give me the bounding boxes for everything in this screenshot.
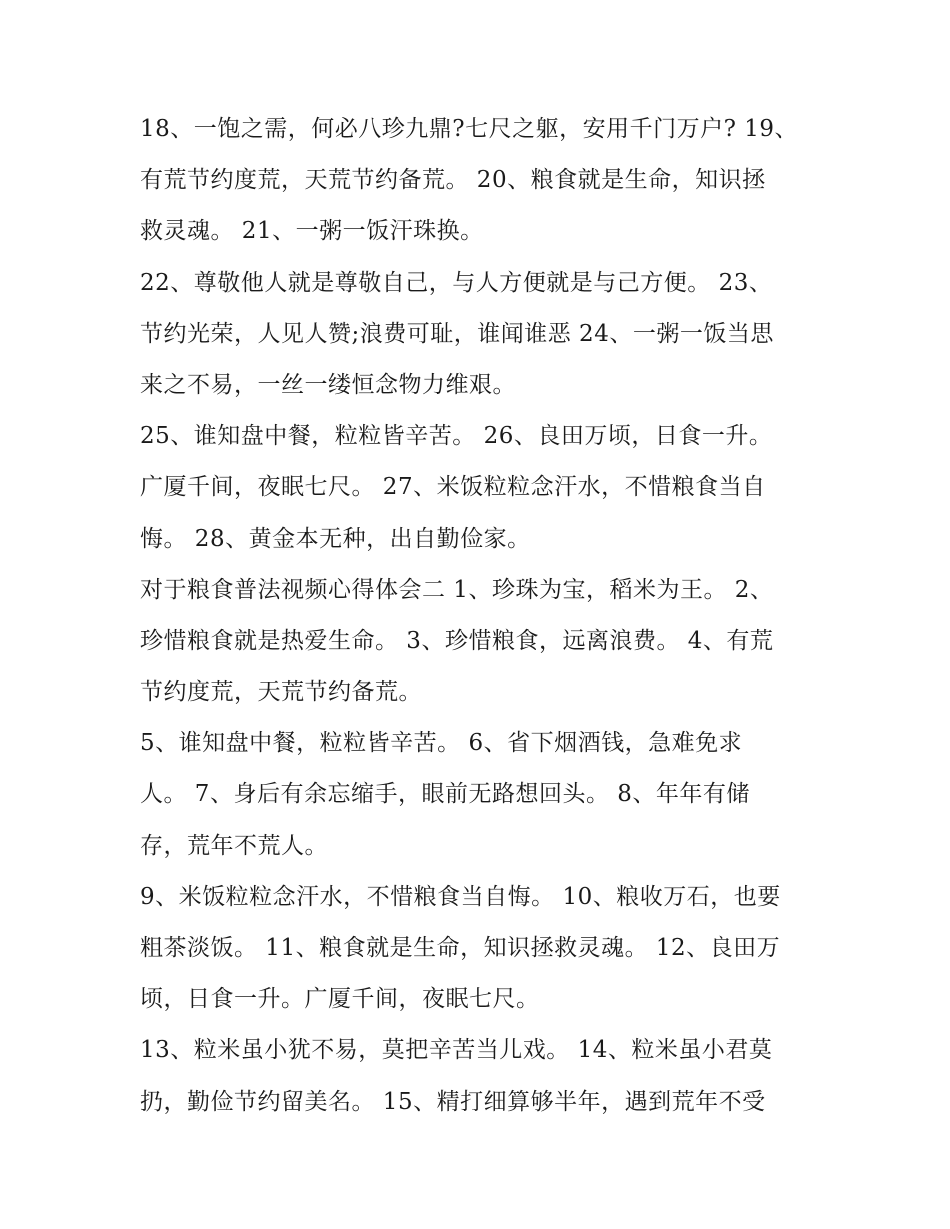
text-line: 13、粒米虽小犹不易，莫把辛苦当儿戏。 14、粒米虽小君莫 (140, 1037, 773, 1064)
text-line: 对于粮食普法视频心得体会二 1、珍珠为宝，稻米为王。 2、 (140, 576, 774, 603)
text-line: 粗茶淡饭。 11、粮食就是生命，知识拯救灵魂。 12、良田万 (140, 935, 781, 961)
text-line: 5、谁知盘中餐，粒粒皆辛苦。 6、省下烟酒钱，急难免求 (140, 730, 743, 757)
text-line: 广厦千间，夜眠七尺。 27、米饭粒粒念汗水，不惜粮食当自 (140, 474, 766, 501)
text-line: 来之不易，一丝一缕恒念物力维艰。 (140, 371, 516, 398)
text-line: 悔。 28、黄金本无种，出自勤俭家。 (140, 525, 531, 552)
text-line: 珍惜粮食就是热爱生命。 3、珍惜粮食，远离浪费。 4、有荒 (140, 627, 774, 654)
text-line: 18、一饱之需，何必八珍九鼎?七尺之躯，安用千门万户? 19、 (140, 116, 799, 142)
document-body (140, 104, 810, 1128)
text-line: 25、谁知盘中餐，粒粒皆辛苦。 26、良田万顷，日食一升。 (140, 423, 773, 450)
text-line: 22、尊敬他人就是尊敬自己，与人方便就是与己方便。 23、 (140, 269, 773, 296)
text-line: 扔，勤俭节约留美名。 15、精打细算够半年，遇到荒年不受 (140, 1088, 766, 1115)
text-line: 救灵魂。 21、一粥一饭汗珠换。 (140, 218, 484, 245)
text-line: 人。 7、身后有余忘缩手，眼前无路想回头。 8、年年有储 (140, 781, 750, 808)
text-line: 顷，日食一升。广厦千间，夜眠七尺。 (140, 986, 540, 1013)
text-line: 节约度荒，天荒节约备荒。 (140, 679, 422, 706)
text-line: 9、米饭粒粒念汗水，不惜粮食当自悔。 10、粮收万石，也要 (140, 883, 781, 910)
text-line: 节约光荣，人见人赞;浪费可耻，谁闻谁恶 24、一粥一饭当思 (140, 320, 774, 347)
text-line: 存，荒年不荒人。 (140, 832, 328, 859)
text-line: 有荒节约度荒，天荒节约备荒。 20、粮食就是生命，知识拯 (140, 167, 766, 194)
